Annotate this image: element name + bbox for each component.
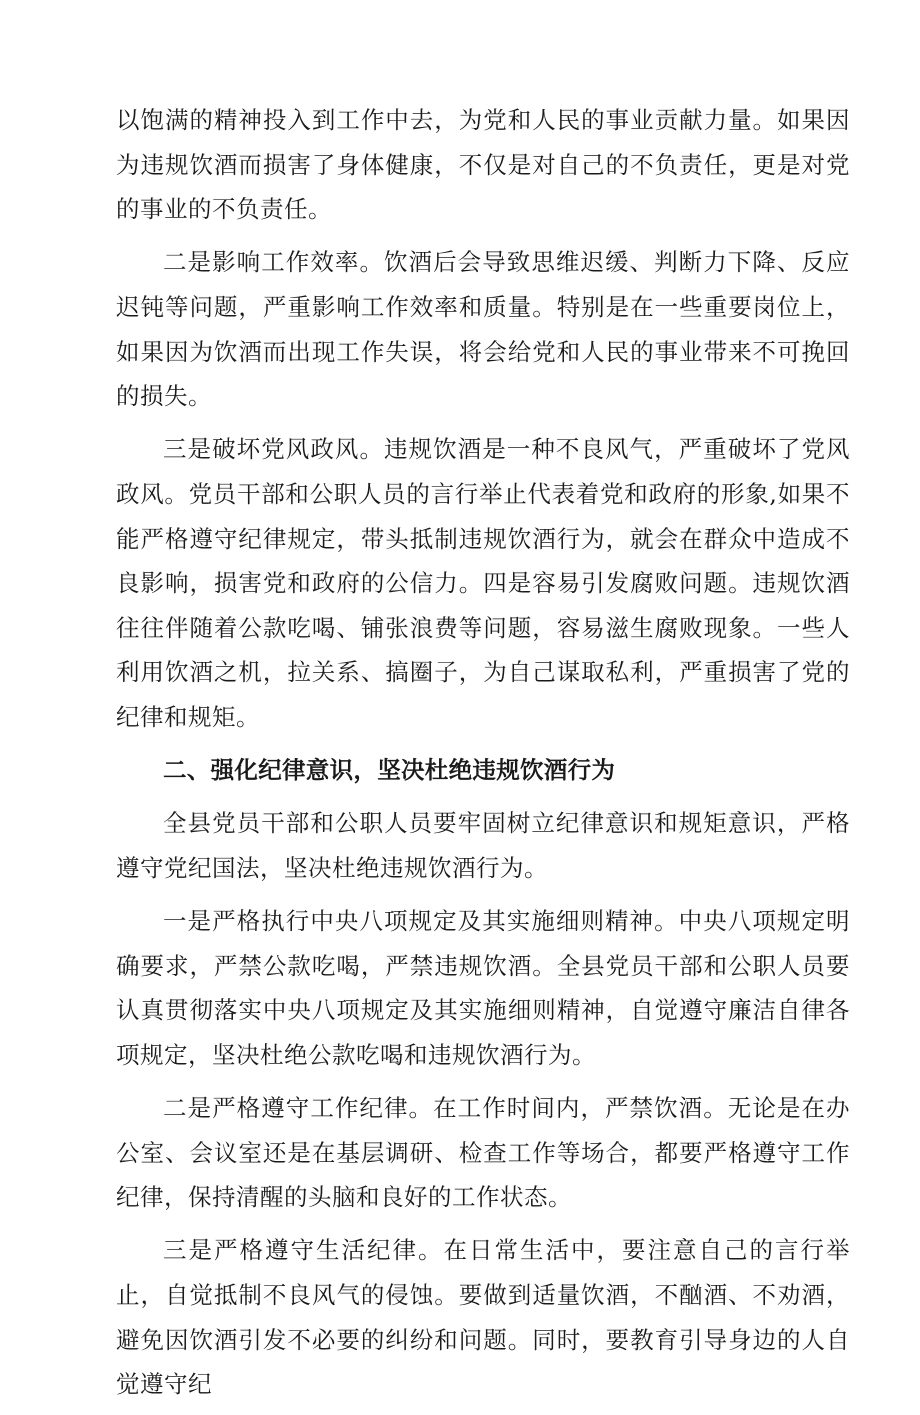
paragraph-life-discipline: 三是严格遵守生活纪律。在日常生活中，要注意自己的言行举止，自觉抵制不良风气的侵蚀。要做到适量饮酒，不酗酒、不劝酒，避免因饮酒引发不必要的纠纷和问题。同时，要教育引导身边的人自觉遵守纪 xyxy=(116,1236,850,1399)
paragraph-continued: 以饱满的精神投入到工作中去，为党和人民的事业贡献力量。如果因为违规饮酒而损害了身体健康，不仅是对自己的不负责任，更是对党的事业的不负责任。 xyxy=(116,106,850,224)
section-heading-2: 二、强化纪律意识，坚决杜绝违规饮酒行为 xyxy=(163,756,616,785)
document-body xyxy=(116,98,850,1415)
paragraph-section-intro: 全县党员干部和公职人员要牢固树立纪律意识和规矩意识，严格遵守党纪国法，坚决杜绝违规饮酒行为。 xyxy=(116,809,850,882)
paragraph-party-style: 三是破坏党风政风。违规饮酒是一种不良风气，严重破坏了党风政风。党员干部和公职人员的言行举止代表着党和政府的形象,如果不能严格遵守纪律规定，带头抵制违规饮酒行为，就会在群众中造成不良影响，损害党和政府的公信力。四是容易引发腐败问题。违规饮酒往往伴随着公款吃喝、铺张浪费等问题，容易滋生腐败现象。一些人利用饮酒之机，拉关系、搞圈子，为自己谋取私利，严重损害了党的纪律和规矩。 xyxy=(116,435,850,731)
paragraph-work-efficiency: 二是影响工作效率。饮酒后会导致思维迟缓、判断力下降、反应迟钝等问题，严重影响工作效率和质量。特别是在一些重要岗位上，如果因为饮酒而出现工作失误，将会给党和人民的事业带来不可挽回的损失。 xyxy=(116,248,850,411)
paragraph-eight-rules: 一是严格执行中央八项规定及其实施细则精神。中央八项规定明确要求，严禁公款吃喝，严禁违规饮酒。全县党员干部和公职人员要认真贯彻落实中央八项规定及其实施细则精神，自觉遵守廉洁自律各项规定，坚决杜绝公款吃喝和违规饮酒行为。 xyxy=(116,907,850,1069)
paragraph-work-discipline: 二是严格遵守工作纪律。在工作时间内，严禁饮酒。无论是在办公室、会议室还是在基层调研、检查工作等场合，都要严格遵守工作纪律，保持清醒的头脑和良好的工作状态。 xyxy=(116,1094,850,1212)
